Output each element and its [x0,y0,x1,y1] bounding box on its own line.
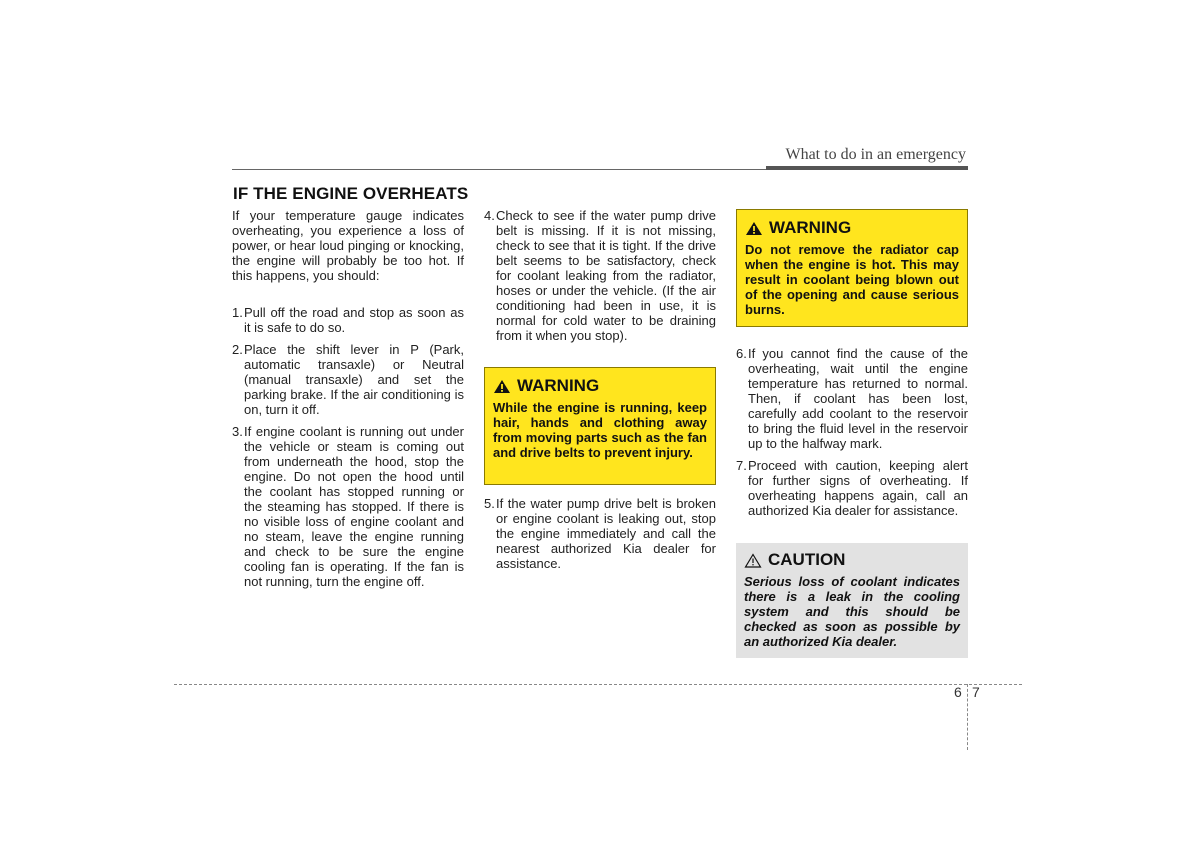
step-4 [484,208,716,343]
warning-triangle-icon [745,221,763,236]
step-number: 3. [232,424,243,439]
warning-label: WARNING [517,376,600,395]
step-number: 6. [736,346,747,361]
warning-heading [493,376,707,396]
caution-text: Serious loss of coolant indicates there is a leak in the cooling system and this should be checked as soon as possible by an authorized Kia dealer. [744,574,960,649]
warning-triangle-icon [493,379,511,394]
caution-box [736,543,968,658]
step-text: Proceed with caution, keeping alert for further signs of overheating. If overheating happens again, call an authorized Kia dealer for assistance. [748,458,968,518]
column-middle-lower [484,496,716,578]
footer-divider [174,684,1022,685]
caution-heading [744,550,960,570]
step-number: 2. [232,342,243,357]
section-title: IF THE ENGINE OVERHEATS [233,184,469,203]
warning-text: While the engine is running, keep hair, hands and clothing away from moving parts such as the fan and drive belts to prevent injury. [493,400,707,460]
step-1 [232,305,464,335]
warning-heading [745,218,959,238]
warning-box-radiator [736,209,968,327]
column-right [736,346,968,525]
caution-label: CAUTION [768,550,846,569]
step-6 [736,346,968,451]
step-3 [232,424,464,589]
step-2 [232,342,464,417]
warning-box-fan [484,367,716,485]
step-text: Place the shift lever in P (Park, automatic transaxle) or Neutral (manual transaxle) and set the parking brake. If the air conditioning is on, turn it off. [244,342,464,417]
step-text: If you cannot find the cause of the overheating, wait until the engine temperature has returned to normal. Then, if coolant has been lost, carefully add coolant to the reservoir to bring the fluid level in the reservoir up to the halfway mark. [748,346,968,451]
header-rule-thin [232,169,766,170]
step-text: If engine coolant is running out under the vehicle or steam is coming out from underneath the hood, stop the engine. Do not open the hood until the coolant has stopped running or the steaming has stopped. If there is no visible loss of engine coolant and no steam, leave the engine running and check to be sure the engine cooling fan is operating. If the fan is not running, turn the engine off. [244,424,464,589]
chapter-number: 6 [954,684,962,700]
step-number: 7. [736,458,747,473]
step-text: Pull off the road and stop as soon as it is safe to do so. [244,305,464,335]
intro-paragraph: If your temperature gauge indicates overheating, you experience a loss of power, or hear loud pinging or knocking, the engine will probably be too hot. If this happens, you should: [232,208,464,283]
step-5 [484,496,716,571]
column-middle [484,208,716,350]
running-header-title: What to do in an emergency [785,146,966,163]
page-number: 7 [972,684,980,700]
step-7 [736,458,968,518]
step-number: 4. [484,208,495,223]
page-number-divider [967,684,968,750]
header-rule-thick [766,166,968,170]
column-left [232,208,464,596]
warning-label: WARNING [769,218,852,237]
step-number: 1. [232,305,243,320]
caution-triangle-outline-icon [744,553,762,568]
step-number: 5. [484,496,495,511]
step-text: Check to see if the water pump drive belt is missing. If it is not missing, check to see that it is tight. If the drive belt seems to be satisfactory, check for coolant leaking from the radiator, hoses or under the vehicle. (If the air conditioning had been in use, it is normal for cold water to be draining from it when you stop). [496,208,716,343]
step-text: If the water pump drive belt is broken or engine coolant is leaking out, stop the engine immediately and call the nearest authorized Kia dealer for assistance. [496,496,716,571]
warning-text: Do not remove the radiator cap when the engine is hot. This may result in coolant being blown out of the opening and cause serious burns. [745,242,959,317]
